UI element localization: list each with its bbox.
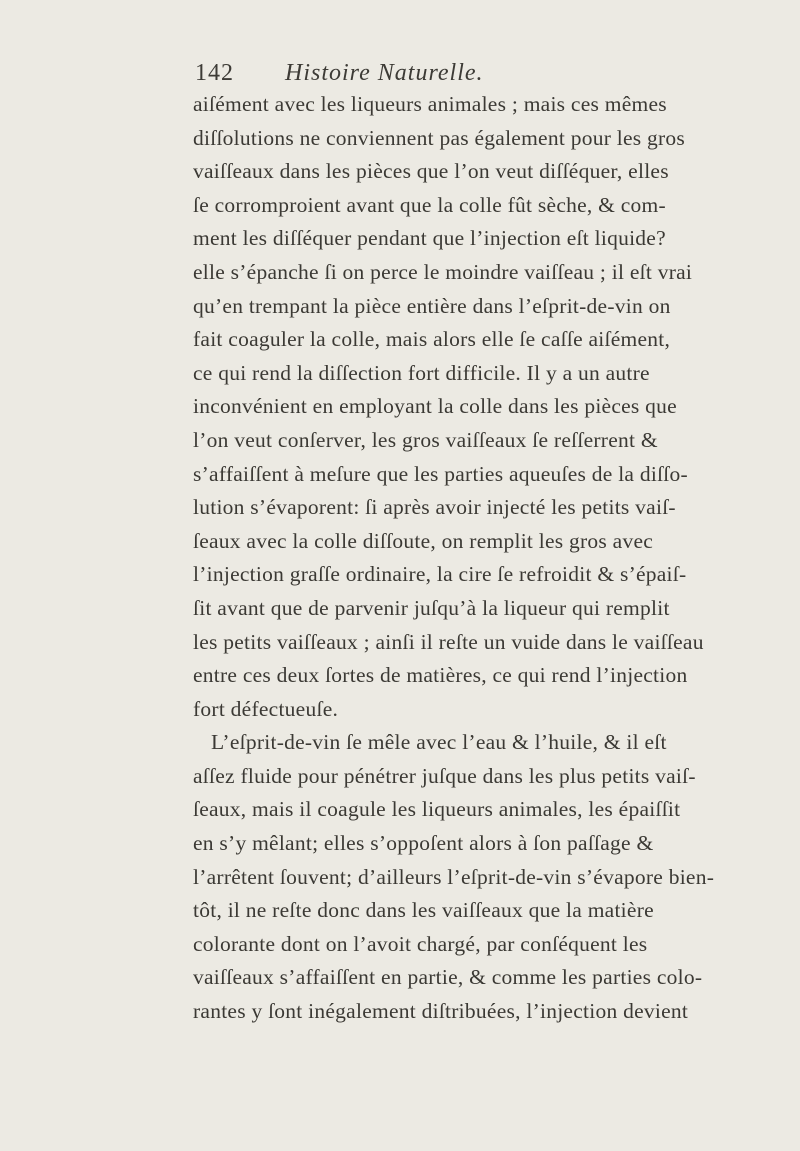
text-line: qu’en trempant la pièce entière dans l’eſprit-de-vin on — [193, 293, 671, 318]
text-line: ſeaux, mais il coagule les liqueurs animales, les épaiſſit — [193, 797, 681, 822]
text-line: ment les diſſéquer pendant que l’injection eſt liquide? — [193, 226, 666, 251]
body-text — [193, 88, 715, 1029]
text-line: l’on veut conſerver, les gros vaiſſeaux ſe reſſerrent & — [193, 427, 658, 452]
text-line: rantes y ſont inégalement diſtribuées, l’injection devient — [193, 999, 689, 1024]
text-line: ſe corromproient avant que la colle fût sèche, & com- — [193, 192, 666, 217]
text-line: les petits vaiſſeaux ; ainſi il reſte un vuide dans le vaiſſeau — [193, 629, 704, 654]
text-line: diſſolutions ne conviennent pas également pour les gros — [193, 125, 686, 150]
text-line: elle s’épanche ſi on perce le moindre vaiſſeau ; il eſt vrai — [193, 259, 693, 284]
text-line: ſeaux avec la colle diſſoute, on remplit les gros avec — [193, 528, 654, 553]
text-line: l’arrêtent ſouvent; d’ailleurs l’eſprit-de-vin s’évapore bien- — [193, 864, 715, 889]
text-line: colorante dont on l’avoit chargé, par conſéquent les — [193, 931, 648, 956]
text-line: fait coaguler la colle, mais alors elle ſe caſſe aiſément, — [193, 327, 671, 352]
text-line: ce qui rend la diſſection fort difficile. Il y a un autre — [193, 360, 650, 385]
running-head — [195, 60, 615, 90]
text-line: entre ces deux ſortes de matières, ce qui rend l’injection — [193, 663, 688, 688]
text-line: aiſément avec les liqueurs animales ; mais ces mêmes — [193, 92, 667, 116]
text-line: lution s’évaporent: ſi après avoir injecté les petits vaiſ- — [193, 495, 676, 520]
text-line: ſit avant que de parvenir juſqu’à la liqueur qui remplit — [193, 595, 670, 620]
text-line: en s’y mêlant; elles s’oppoſent alors à ſon paſſage & — [193, 831, 654, 856]
page-number: 142 — [195, 60, 234, 86]
text-line: vaiſſeaux s’affaiſſent en partie, & comme les parties colo- — [193, 965, 703, 990]
text-line: tôt, il ne reſte donc dans les vaiſſeaux que la matière — [193, 898, 654, 923]
text-line: s’affaiſſent à meſure que les parties aqueuſes de la diſſo- — [193, 461, 688, 486]
text-line: l’injection graſſe ordinaire, la cire ſe refroidit & s’épaiſ- — [193, 562, 687, 587]
text-line: aſſez fluide pour pénétrer juſque dans les plus petits vaiſ- — [193, 763, 696, 788]
paragraph-start-line: L’eſprit-de-vin ſe mêle avec l’eau & l’huile, & il eſt — [211, 730, 667, 755]
running-title: Histoire Naturelle. — [285, 60, 484, 86]
paragraph-end-line: fort défectueuſe. — [193, 696, 339, 721]
text-line: inconvénient en employant la colle dans les pièces que — [193, 394, 677, 419]
text-line: vaiſſeaux dans les pièces que l’on veut diſſéquer, elles — [193, 159, 669, 184]
